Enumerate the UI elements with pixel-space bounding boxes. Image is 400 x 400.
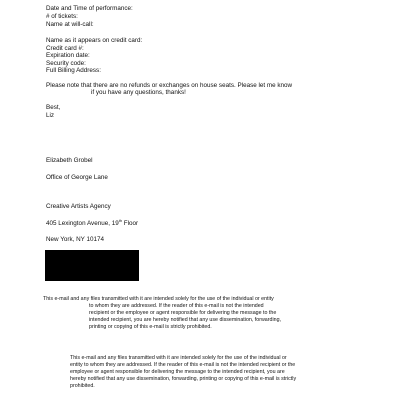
closing: Best, <box>46 104 61 111</box>
redaction-box <box>45 250 139 281</box>
field-card-name: Name as it appears on credit card: <box>46 37 143 44</box>
field-billing-address: Full Billing Address: <box>46 67 101 74</box>
sender-name: Liz <box>46 112 55 119</box>
signature-city: New York, NY 10174 <box>46 236 104 243</box>
field-date-time: Date and Time of performance: <box>46 5 133 12</box>
address-suffix: th <box>118 217 123 223</box>
address-floor: Floor <box>122 220 139 227</box>
disclaimer2-line-4: hereby notified that any use dissemination, forwarding, printing or copying of this e-mail is strictly <box>70 376 297 382</box>
field-card-number: Credit card #: <box>46 45 84 52</box>
disclaimer2-line-3: employee or agent responsible for delivering the message to the intended recipient, you are <box>70 369 285 375</box>
disclaimer1-line-1: This e-mail and any files transmitted with it are intended solely for the use of the individual or entity <box>43 296 274 302</box>
field-security-code: Security code: <box>46 60 86 67</box>
disclaimer2-line-5: prohibited. <box>70 383 95 389</box>
field-will-call: Name at will-call: <box>46 21 94 28</box>
disclaimer2-line-2: entity to whom they are addressed. If the reader of this e-mail is not the intended recipient or the <box>70 362 296 368</box>
signature-office: Office of George Lane <box>46 174 108 181</box>
address-main: 405 Lexington Avenue, 19 <box>46 220 119 227</box>
disclaimer1-line-5: printing or copying of this e-mail is strictly prohibited. <box>89 324 212 330</box>
signature-address <box>46 217 139 228</box>
note-line-2: if you have any questions, thanks! <box>91 89 186 96</box>
signature-name: Elizabeth Grobel <box>46 157 93 164</box>
signature-company: Creative Artists Agency <box>46 203 111 210</box>
disclaimer1-line-3: recipient or the employee or agent responsible for delivering the message to the <box>89 310 277 316</box>
field-expiration: Expiration date: <box>46 52 90 59</box>
disclaimer2-line-1: This e-mail and any files transmitted with it are intended solely for the use of the individual or <box>70 355 287 361</box>
disclaimer1-line-2: to whom they are addressed. If the reader of this e-mail is not the intended <box>89 303 264 309</box>
field-num-tickets: # of tickets: <box>46 13 78 20</box>
note-line-1: Please note that there are no refunds or exchanges on house seats. Please let me know <box>46 82 293 89</box>
disclaimer1-line-4: intended recipient, you are hereby notified that any use dissemination, forwarding, <box>89 317 281 323</box>
